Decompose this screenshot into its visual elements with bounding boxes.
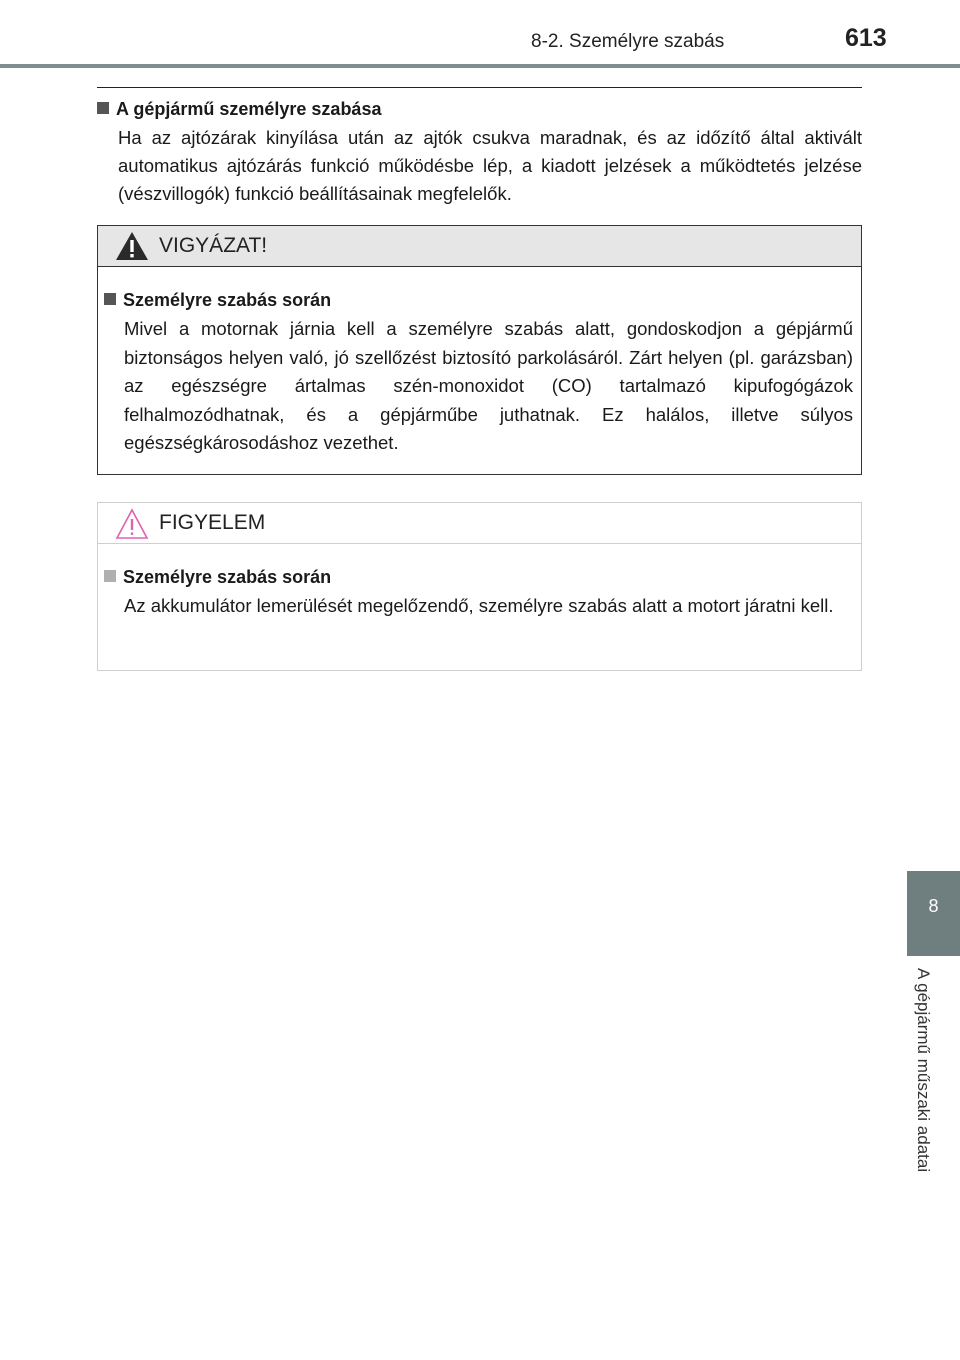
header-section-title: 8-2. Személyre szabás (531, 31, 725, 52)
caution-heading: Személyre szabás során (123, 290, 332, 310)
chapter-number: 8 (928, 896, 939, 916)
header-rule (0, 64, 960, 68)
notice-box (97, 502, 862, 671)
caution-paragraph: Mivel a motornak járnia kell a személyre szabás alatt, gondoskodjon a gépjármű biztonságos helyen való, jó szellőzést biztosító parkolásáról. Zárt helyen (pl. garázsban) az egészségre ártalmas szén-monoxidot (CO) tartalmazó kipufogógázok felhalmozódhatnak, és a gépjárműbe juthatnak. Ez halálos, illetve súlyos egészségkárosodáshoz vezethet. (124, 318, 853, 453)
notice-triangle-icon (115, 508, 149, 540)
bullet-square-icon (104, 570, 116, 582)
top-rule (97, 87, 862, 88)
notice-title: FIGYELEM (159, 511, 266, 534)
section-paragraph: Ha az ajtózárak kinyílása után az ajtók csukva maradnak, és az időzítő által aktivált automatikus ajtózárás funkció működésbe lép, a kiadott jelzések a működtetés jelzése (vészvillogók) funkció beállításainak megfelelők. (118, 127, 862, 204)
bullet-square-icon (97, 102, 109, 114)
chapter-label: A gépjármű műszaki adatai (914, 968, 933, 1173)
notice-box-header (98, 503, 861, 544)
bullet-square-icon (104, 293, 116, 305)
notice-paragraph: Az akkumulátor lemerülését megelőzendő, személyre szabás alatt a motort járatni kell. (124, 595, 834, 616)
caution-title: VIGYÁZAT! (159, 234, 268, 257)
page-number: 613 (845, 24, 887, 52)
section-heading: A gépjármű személyre szabása (116, 99, 382, 119)
chapter-label-container (913, 968, 953, 1218)
caution-box (97, 225, 862, 475)
warning-triangle-icon (115, 231, 149, 261)
customization-section (97, 96, 862, 208)
notice-heading: Személyre szabás során (123, 567, 332, 587)
caution-box-header (98, 226, 861, 267)
